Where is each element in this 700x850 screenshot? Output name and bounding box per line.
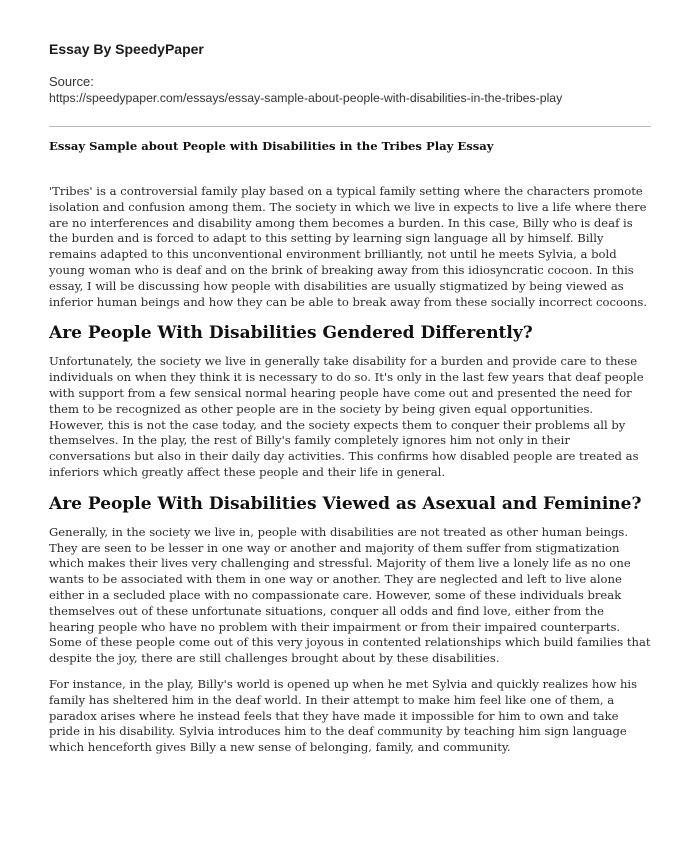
source-label: Source: — [49, 74, 94, 89]
section-paragraph: Generally, in the society we live in, people with disabilities are not treated as other human beings. They are seen to be lesser in one way or another and majority of them suffer from stigmatization which makes their lives very challenging and stressful. Majority of them live a lonely life as no one wants to be associated with them in one way or another. They are neglected and left to live alone either in a secluded place with no compassionate care. However, some of these individuals break themselves out of these unfortunate situations, conquer all odds and find love, either from the hearing people who have no problem with their impairment or from their impaired counterparts. Some of these people come out of this very joyous in contented relationships which build families that despite the joy, there are still challenges brought about by these disabilities. — [49, 524, 651, 666]
essay-title: Essay Sample about People with Disabilities in the Tribes Play Essay — [49, 139, 494, 153]
section-paragraph: For instance, in the play, Billy's world is opened up when he met Sylvia and quickly realizes how his family has sheltered him in the deaf world. In their attempt to make him feel like one of them, a paradox arises where he instead feels that they have made it impossible for him to own and take pride in his disability. Sylvia introduces him to the deaf community by teaching him sign language which henceforth gives Billy a new sense of belonging, family, and community. — [49, 676, 638, 755]
section-heading-asexual: Are People With Disabilities Viewed as Asexual and Feminine? — [49, 493, 642, 514]
brand-title: Essay By SpeedyPaper — [49, 41, 204, 57]
section-heading-gendered: Are People With Disabilities Gendered Differently? — [49, 323, 533, 344]
source-url-link[interactable]: https://speedypaper.com/essays/essay-sample-about-people-with-disabilities-in-the-tribes-play — [49, 91, 563, 105]
header-divider — [49, 126, 651, 127]
source-block — [49, 74, 651, 106]
section-paragraph: Unfortunately, the society we live in generally take disability for a burden and provide care to these individuals on when they think it is necessary to do so. It's only in the last few years that deaf people with support from a few sensical normal hearing people have come out and presented the need for them to be recognized as other people are in the society by being given equal opportunities. However, this is not the case today, and the society expects them to conquer their problems all by themselves. In the play, the rest of Billy's family completely ignores him not only in their conversations but also in their daily day activities. This confirms how disabled people are treated as inferiors which greatly affect these people and their life in general. — [49, 354, 644, 479]
intro-paragraph: 'Tribes' is a controversial family play based on a typical family setting where the characters promote isolation and confusion among them. The society in which we live in expects to live a life where there are no interferences and disability among them becomes a burden. In this case, Billy who is deaf is the burden and is forced to adapt to this setting by learning sign language all by himself. Billy remains adapted to this unconventional environment brilliantly, not until he meets Sylvia, a bold young woman who is deaf and on the brink of breaking away from this idiosyncratic cocoon. In this essay, I will be discussing how people with disabilities are usually stigmatized by being viewed as inferior human beings and how they can be able to break away from these socially incorrect cocoons. — [49, 184, 648, 309]
